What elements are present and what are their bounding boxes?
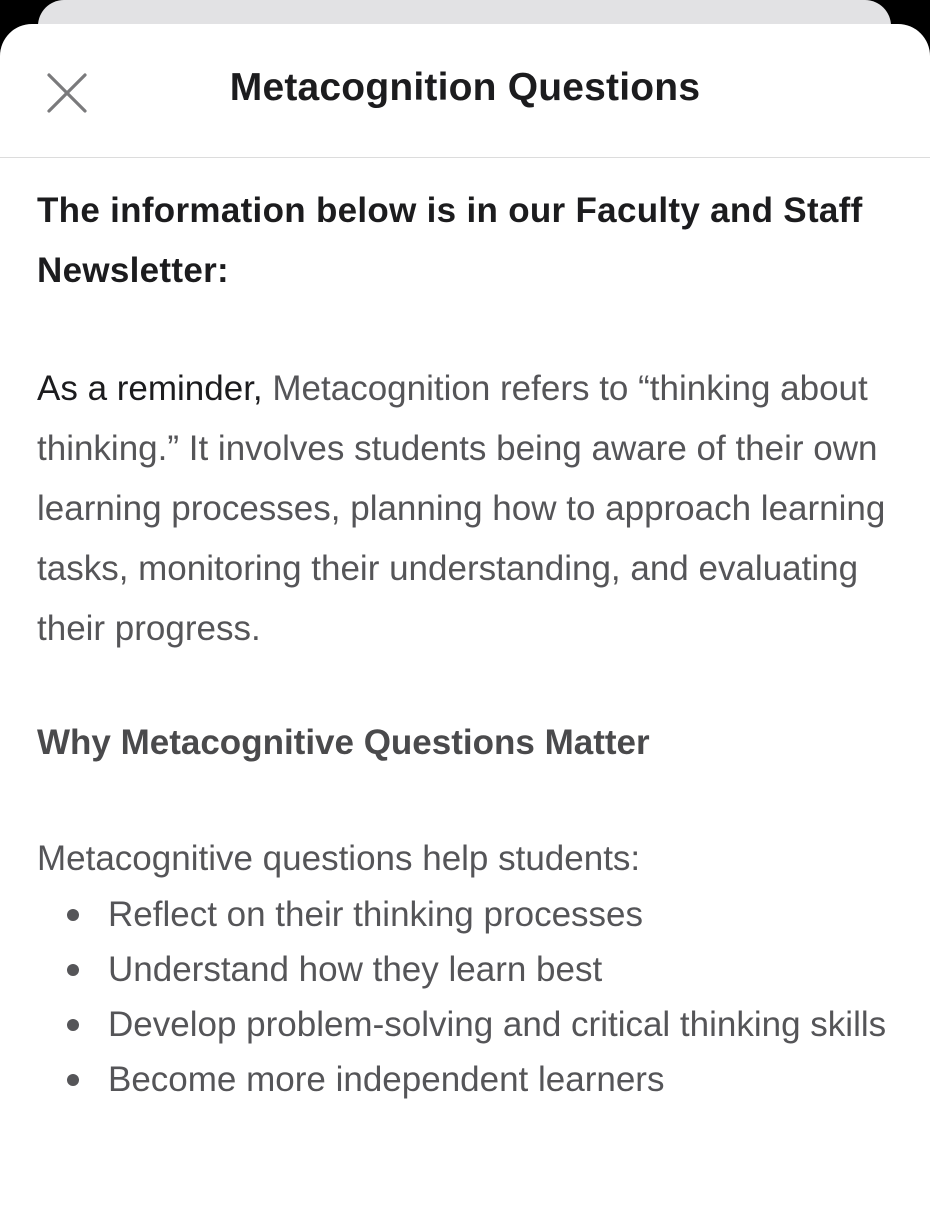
- bullet-icon: [67, 1074, 79, 1086]
- page-title: Metacognition Questions: [229, 66, 701, 109]
- list-item-text: Develop problem-solving and critical thinking skills: [108, 1005, 887, 1044]
- bullet-icon: [67, 964, 79, 976]
- bullet-icon: [67, 909, 79, 921]
- list-item: [37, 1052, 897, 1107]
- list-item: [37, 887, 897, 942]
- benefits-list: [37, 887, 897, 1107]
- list-item-text: Become more independent learners: [108, 1060, 665, 1099]
- list-item: [37, 997, 897, 1052]
- modal-sheet: [0, 24, 930, 1224]
- definition-paragraph: [37, 359, 897, 659]
- list-item-text: Understand how they learn best: [108, 950, 603, 989]
- modal-header: [0, 24, 930, 158]
- article-content: [37, 181, 897, 1107]
- list-item: [37, 942, 897, 997]
- intro-heading: The information below is in our Faculty and Staff Newsletter:: [37, 191, 863, 290]
- bullet-icon: [67, 1019, 79, 1031]
- list-intro: Metacognitive questions help students:: [37, 839, 641, 878]
- paragraph-body: Metacognition refers to “thinking about thinking.” It involves students being aware of their own learning processes, planning how to approach learning tasks, monitoring their understanding, and evaluating their progress.: [37, 369, 886, 648]
- list-item-text: Reflect on their thinking processes: [108, 895, 643, 934]
- section-heading: Why Metacognitive Questions Matter: [37, 723, 650, 762]
- paragraph-lead: As a reminder,: [37, 369, 263, 408]
